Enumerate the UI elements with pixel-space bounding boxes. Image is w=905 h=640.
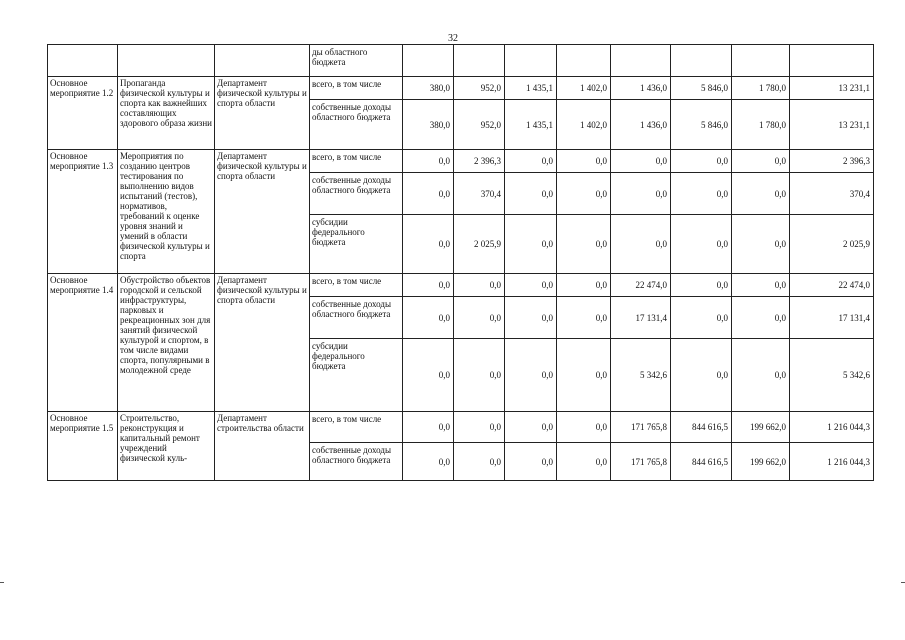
- value-cell: 0,0: [403, 173, 454, 215]
- value-cell: 2 025,9: [454, 215, 505, 274]
- value-cell: 0,0: [671, 274, 732, 297]
- value-cell: 0,0: [505, 339, 557, 412]
- value-cell: 0,0: [732, 215, 790, 274]
- measure-description-cell: Пропаганда физической культуры и спорта как важнейших составляющих здорового образа жизни: [118, 77, 215, 150]
- total-value-cell: 13 231,1: [790, 100, 874, 150]
- table-row: [48, 274, 874, 297]
- value-cell: 1 402,0: [557, 77, 611, 100]
- value-cell: 0,0: [403, 412, 454, 443]
- value-cell: 0,0: [611, 150, 671, 173]
- value-cell: 0,0: [611, 215, 671, 274]
- measure-description-cell: Обустройство объектов городской и сельской инфраструктуры, парковых и рекреационных зон для занятий физической культурой и спортом, в том числе видами спорта, популярными в молодежной среде: [118, 274, 215, 412]
- value-cell: 0,0: [671, 215, 732, 274]
- value-cell: 0,0: [403, 150, 454, 173]
- value-cell: 0,0: [557, 443, 611, 481]
- value-cell: [611, 45, 671, 77]
- value-cell: 0,0: [505, 412, 557, 443]
- value-cell: 0,0: [505, 443, 557, 481]
- value-cell: 0,0: [403, 443, 454, 481]
- funding-source-cell: собственные доходы областного бюджета: [310, 173, 403, 215]
- total-value-cell: 17 131,4: [790, 297, 874, 339]
- value-cell: 0,0: [732, 339, 790, 412]
- value-cell: 1 436,0: [611, 77, 671, 100]
- funding-source-cell: собственные доходы областного бюджета: [310, 443, 403, 481]
- value-cell: 0,0: [671, 339, 732, 412]
- value-cell: 2 396,3: [454, 150, 505, 173]
- value-cell: 0,0: [403, 339, 454, 412]
- measure-name-cell: [48, 45, 118, 77]
- value-cell: 0,0: [557, 215, 611, 274]
- value-cell: 844 616,5: [671, 412, 732, 443]
- executor-cell: Департамент физической культуры и спорта области: [215, 77, 310, 150]
- total-value-cell: 22 474,0: [790, 274, 874, 297]
- executor-cell: Департамент строительства области: [215, 412, 310, 481]
- value-cell: 0,0: [732, 297, 790, 339]
- value-cell: 5 342,6: [611, 339, 671, 412]
- value-cell: 380,0: [403, 100, 454, 150]
- value-cell: 0,0: [732, 274, 790, 297]
- value-cell: 199 662,0: [732, 443, 790, 481]
- measure-name-cell: Основное мероприятие 1.4: [48, 274, 118, 412]
- total-value-cell: 2 396,3: [790, 150, 874, 173]
- value-cell: 0,0: [505, 297, 557, 339]
- total-value-cell: 13 231,1: [790, 77, 874, 100]
- value-cell: 380,0: [403, 77, 454, 100]
- value-cell: 1 402,0: [557, 100, 611, 150]
- value-cell: [557, 45, 611, 77]
- value-cell: 22 474,0: [611, 274, 671, 297]
- value-cell: 1 435,1: [505, 100, 557, 150]
- funding-source-cell: собственные доходы областного бюджета: [310, 100, 403, 150]
- table-row: [48, 412, 874, 443]
- value-cell: 0,0: [505, 274, 557, 297]
- total-value-cell: 1 216 044,3: [790, 412, 874, 443]
- funding-source-cell: собственные доходы областного бюджета: [310, 297, 403, 339]
- value-cell: 0,0: [403, 215, 454, 274]
- total-value-cell: [790, 45, 874, 77]
- funding-source-cell: всего, в том числе: [310, 77, 403, 100]
- funding-source-cell: всего, в том числе: [310, 274, 403, 297]
- value-cell: 0,0: [732, 173, 790, 215]
- value-cell: [505, 45, 557, 77]
- value-cell: 0,0: [611, 173, 671, 215]
- funding-source-cell: всего, в том числе: [310, 412, 403, 443]
- value-cell: 0,0: [505, 173, 557, 215]
- total-value-cell: 2 025,9: [790, 215, 874, 274]
- value-cell: 0,0: [454, 339, 505, 412]
- value-cell: [403, 45, 454, 77]
- executor-cell: Департамент физической культуры и спорта области: [215, 150, 310, 274]
- value-cell: 0,0: [557, 150, 611, 173]
- executor-cell: [215, 45, 310, 77]
- value-cell: 370,4: [454, 173, 505, 215]
- program-funding-table: [47, 44, 874, 481]
- value-cell: 0,0: [454, 443, 505, 481]
- value-cell: 0,0: [557, 297, 611, 339]
- value-cell: 5 846,0: [671, 100, 732, 150]
- funding-source-cell: всего, в том числе: [310, 150, 403, 173]
- value-cell: 199 662,0: [732, 412, 790, 443]
- value-cell: 0,0: [454, 412, 505, 443]
- value-cell: 0,0: [671, 150, 732, 173]
- value-cell: 171 765,8: [611, 443, 671, 481]
- measure-name-cell: Основное мероприятие 1.3: [48, 150, 118, 274]
- total-value-cell: 1 216 044,3: [790, 443, 874, 481]
- value-cell: 5 846,0: [671, 77, 732, 100]
- value-cell: 1 436,0: [611, 100, 671, 150]
- value-cell: 0,0: [454, 297, 505, 339]
- value-cell: 0,0: [671, 173, 732, 215]
- edge-mark-right: [901, 582, 905, 583]
- funding-source-cell: субсидии федерального бюджета: [310, 215, 403, 274]
- value-cell: 1 780,0: [732, 77, 790, 100]
- value-cell: 1 435,1: [505, 77, 557, 100]
- value-cell: [732, 45, 790, 77]
- funding-source-cell: ды областного бюджета: [310, 45, 403, 77]
- page-number: 32: [448, 33, 458, 44]
- measure-description-cell: Мероприятия по созданию центров тестирования по выполнению видов испытаний (тестов), нормативов, требований к оценке уровня знаний и умений в области физической культуры и спорта: [118, 150, 215, 274]
- measure-name-cell: Основное мероприятие 1.5: [48, 412, 118, 481]
- table-row: [48, 150, 874, 173]
- value-cell: [671, 45, 732, 77]
- value-cell: 0,0: [732, 150, 790, 173]
- value-cell: 0,0: [403, 274, 454, 297]
- value-cell: 0,0: [505, 215, 557, 274]
- value-cell: 0,0: [671, 297, 732, 339]
- value-cell: [454, 45, 505, 77]
- funding-source-cell: субсидии федерального бюджета: [310, 339, 403, 412]
- table-row: [48, 77, 874, 100]
- edge-mark-left: [0, 582, 4, 583]
- value-cell: 0,0: [454, 274, 505, 297]
- measure-name-cell: Основное мероприятие 1.2: [48, 77, 118, 150]
- value-cell: 1 780,0: [732, 100, 790, 150]
- value-cell: 0,0: [505, 150, 557, 173]
- table-row: [48, 45, 874, 77]
- value-cell: 952,0: [454, 100, 505, 150]
- value-cell: 952,0: [454, 77, 505, 100]
- total-value-cell: 5 342,6: [790, 339, 874, 412]
- value-cell: 844 616,5: [671, 443, 732, 481]
- value-cell: 0,0: [557, 274, 611, 297]
- total-value-cell: 370,4: [790, 173, 874, 215]
- executor-cell: Департамент физической культуры и спорта области: [215, 274, 310, 412]
- value-cell: 0,0: [403, 297, 454, 339]
- value-cell: 0,0: [557, 339, 611, 412]
- measure-description-cell: Строительство, реконструкция и капитальный ремонт учреждений физической куль-: [118, 412, 215, 481]
- value-cell: 0,0: [557, 412, 611, 443]
- value-cell: 17 131,4: [611, 297, 671, 339]
- value-cell: 0,0: [557, 173, 611, 215]
- value-cell: 171 765,8: [611, 412, 671, 443]
- measure-description-cell: [118, 45, 215, 77]
